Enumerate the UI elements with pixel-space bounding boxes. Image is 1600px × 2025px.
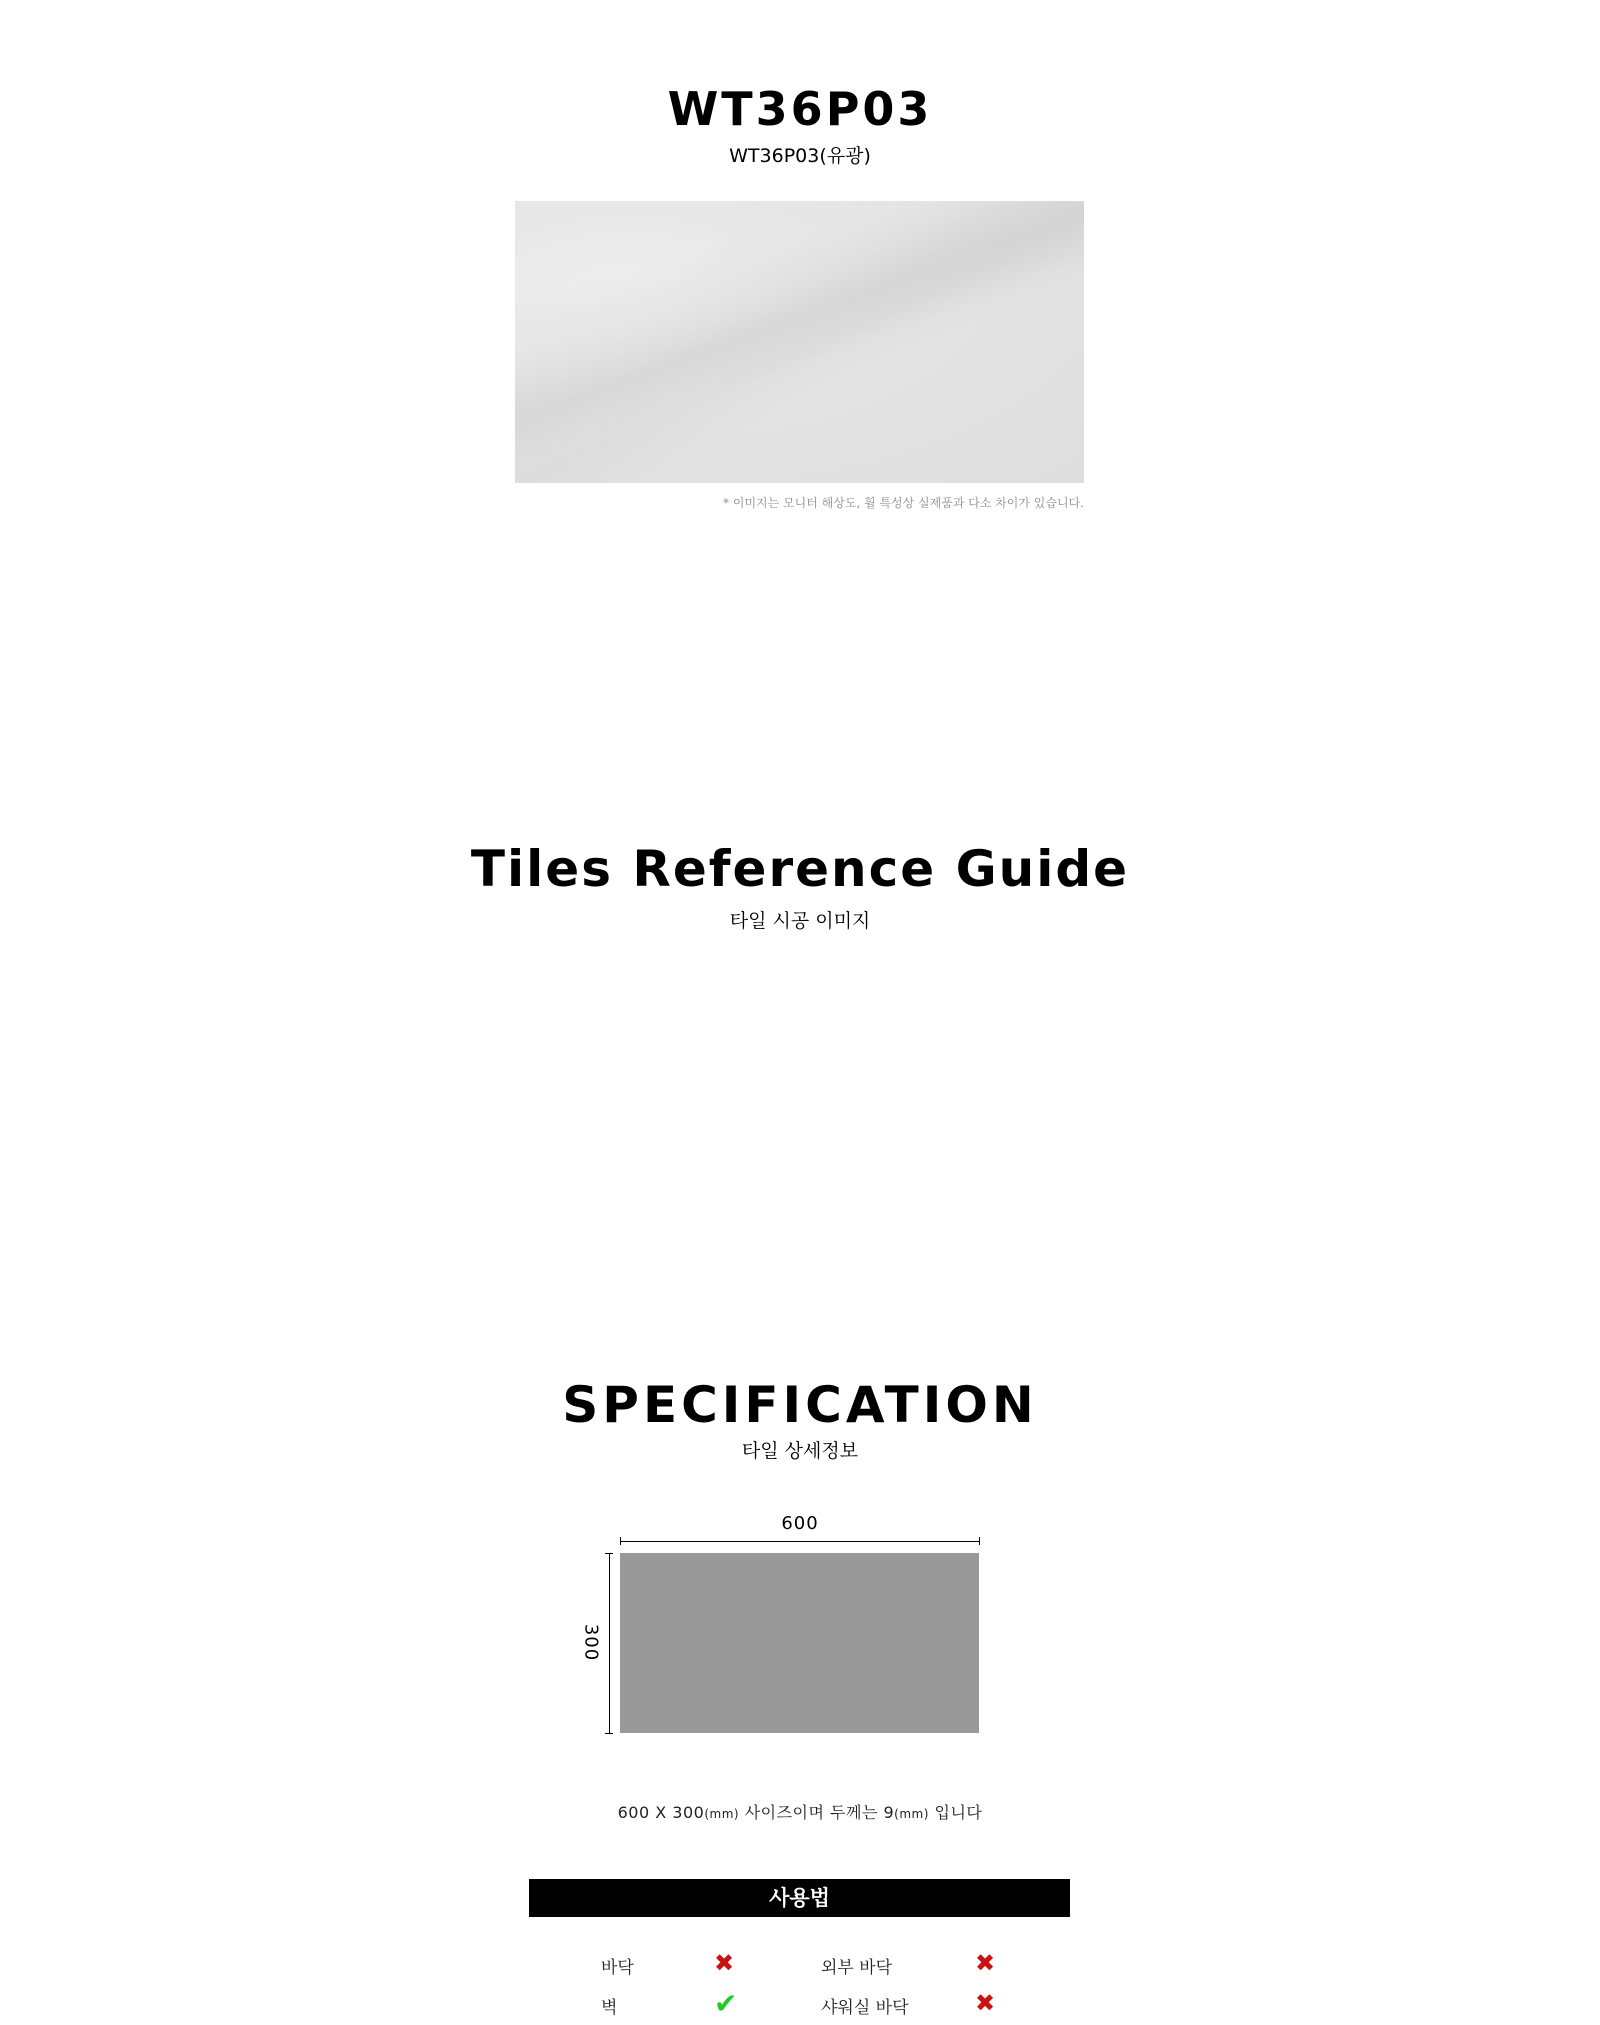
specification-title: SPECIFICATION xyxy=(562,1376,1038,1434)
reference-title: Tiles Reference Guide xyxy=(470,840,1130,898)
width-dimension-label: 600 xyxy=(781,1513,819,1534)
cross-icon: ✖ xyxy=(975,1989,996,2017)
size-summary-text: 사이즈이며 두께는 9 xyxy=(739,1803,895,1822)
check-icon: ✔ xyxy=(714,1987,738,2020)
usage-label-floor: 바닥 xyxy=(601,1958,634,1978)
thickness-unit: (mm) xyxy=(894,1807,929,1821)
reference-subtitle: 타일 시공 이미지 xyxy=(729,910,871,932)
height-dimension-line xyxy=(609,1553,610,1733)
height-dimension-label: 300 xyxy=(580,1623,602,1662)
usage-label-outdoor-floor: 외부 바닥 xyxy=(821,1958,893,1978)
product-title: WT36P03 xyxy=(667,82,933,136)
size-summary-end: 입니다 xyxy=(928,1803,983,1822)
cross-icon: ✖ xyxy=(714,1949,735,1977)
usage-header: 사용법 xyxy=(529,1879,1070,1917)
image-disclaimer: * 이미지는 모니터 해상도, 휠 특성상 실제품과 다소 차이가 있습니다. xyxy=(723,496,1084,510)
width-dimension-tick-right xyxy=(979,1537,980,1545)
size-summary-main: 600 X 300 xyxy=(617,1803,705,1822)
height-dimension-tick-bottom xyxy=(605,1733,613,1734)
width-dimension-line xyxy=(620,1541,979,1542)
tile-size-diagram xyxy=(620,1553,979,1733)
width-dimension-tick-left xyxy=(620,1537,621,1545)
tile-photo xyxy=(515,201,1084,483)
usage-label-wall: 벽 xyxy=(601,1998,618,2018)
cross-icon: ✖ xyxy=(975,1949,996,1977)
height-dimension-tick-top xyxy=(605,1553,613,1554)
usage-label-shower-floor: 샤워실 바닥 xyxy=(821,1998,909,2018)
size-summary-unit: (mm) xyxy=(704,1807,740,1821)
specification-subtitle: 타일 상세정보 xyxy=(741,1440,859,1462)
size-summary xyxy=(0,1800,1600,1823)
product-subtitle: WT36P03(유광) xyxy=(729,145,871,167)
